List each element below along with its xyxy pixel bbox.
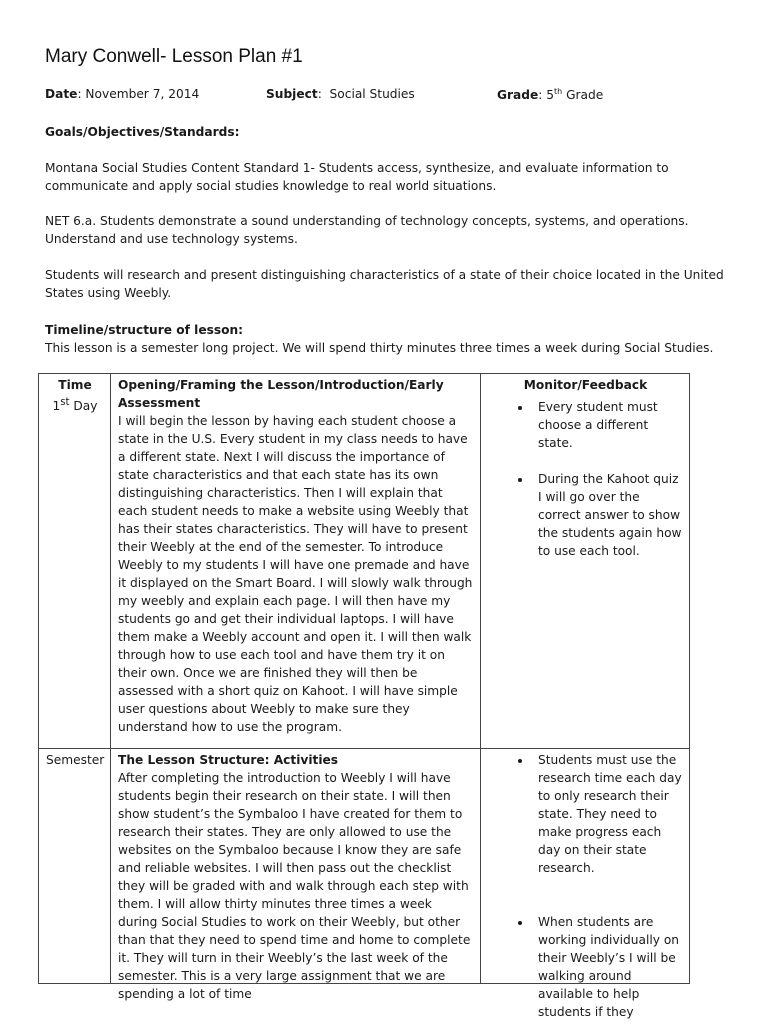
opening-heading: Opening/Framing the Lesson/Introduction/Early Assessment bbox=[118, 378, 444, 410]
goals-objective: Students will research and present distinguishing characteristics of a state of their choice located in the United States using Weebly. bbox=[45, 268, 724, 300]
list-item: • Students must use the research time each day to only research their state. They need to make progress each day on their state research. bbox=[532, 751, 683, 877]
date-label: Date bbox=[45, 87, 78, 101]
goals-standard-2: NET 6.a. Students demonstrate a sound understanding of technology concepts, systems, and operations. Understand and use technology systems. bbox=[45, 214, 689, 246]
page-title: Mary Conwell- Lesson Plan #1 bbox=[45, 46, 303, 67]
feedback-list bbox=[488, 751, 683, 1021]
activities-cell bbox=[111, 749, 481, 1001]
goals-standard-1: Montana Social Studies Content Standard 1- Students access, synthesize, and evaluate information to communicate and apply social studies knowledge to real world situations. bbox=[45, 161, 669, 193]
time-header: Time bbox=[58, 378, 92, 392]
day-suffix: st bbox=[60, 397, 70, 408]
grade-number: 5 bbox=[546, 88, 554, 103]
feedback-cell bbox=[481, 374, 690, 749]
table-row bbox=[39, 374, 690, 749]
date-field: Date: November 7, 2014 bbox=[45, 87, 200, 101]
time-value: Semester bbox=[46, 753, 105, 767]
grade-field: Grade: 5th Grade bbox=[497, 87, 604, 103]
day-word: Day bbox=[73, 399, 98, 414]
goals-heading: Goals/Objectives/Standards: bbox=[45, 125, 240, 139]
table-row bbox=[39, 749, 690, 984]
time-value bbox=[46, 394, 104, 415]
grade-label: Grade bbox=[497, 88, 539, 103]
list-item: • When students are working individually on their Weebly’s I will be walking around available to help students if they bbox=[532, 913, 683, 1021]
feedback-heading: Monitor/Feedback bbox=[523, 378, 648, 392]
activities-heading: The Lesson Structure: Activities bbox=[118, 753, 339, 767]
grade-word: Grade bbox=[566, 88, 604, 103]
timeline-text: This lesson is a semester long project. We will spend thirty minutes three times a week during Social Studies. bbox=[45, 341, 714, 355]
activities-content bbox=[118, 751, 474, 1001]
time-cell bbox=[39, 749, 111, 984]
day-number: 1 bbox=[52, 399, 61, 414]
opening-body: I will begin the lesson by having each student choose a state in the U.S. Every student in my class needs to have a different state. Next I will discuss the importance of state characteristics and that each state has its own distinguishing characteristics. Then I will explain that each student needs to make a website using Weebly that has their states characteristics. They will have to present their Weebly at the end of the semester. To introduce Weebly to my students I will have one premade and have it displayed on the Smart Board. I will slowly walk through my weebly and explain each page. I will then have my students go and get their individual laptops. I will have them make a Weebly account and open it. I will then walk through how to use each tool and have them try it on their own. Once we are finished they will then be assessed with a short quiz on Kahoot. I will have simple user questions about Weebly to make sure they understand how to use the program. bbox=[118, 414, 473, 734]
time-cell bbox=[39, 374, 111, 749]
subject-label: Subject bbox=[266, 87, 318, 101]
opening-cell bbox=[111, 374, 481, 749]
subject-field: Subject: Social Studies bbox=[266, 87, 415, 101]
feedback-content bbox=[488, 751, 683, 1019]
feedback-cell bbox=[481, 749, 690, 1019]
date-value: November 7, 2014 bbox=[85, 87, 200, 101]
feedback-list bbox=[488, 398, 683, 560]
list-item: • Every student must choose a different state. bbox=[532, 398, 683, 452]
timeline-heading: Timeline/structure of lesson: bbox=[45, 323, 244, 337]
lesson-table bbox=[38, 373, 690, 1019]
list-item: • During the Kahoot quiz I will go over the correct answer to show the students again how to use each tool. bbox=[532, 470, 683, 560]
grade-suffix: th bbox=[553, 87, 563, 96]
activities-body: After completing the introduction to Weebly I will have students begin their research on their state. I will then show student’s the Symbaloo I have created for them to research their states. They are only allowed to use the websites on the Symbaloo because I know they are safe and reliable websites. I will then pass out the checklist they will be graded with and walk through each step with them. I will allow thirty minutes three times a week during Social Studies to work on their Weebly, but other than that they need to spend time and home to complete it. They will turn in their Weebly’s the last week of the semester. This is a very large assignment that we are spending a lot of time bbox=[118, 771, 471, 1001]
subject-value: Social Studies bbox=[329, 87, 415, 101]
